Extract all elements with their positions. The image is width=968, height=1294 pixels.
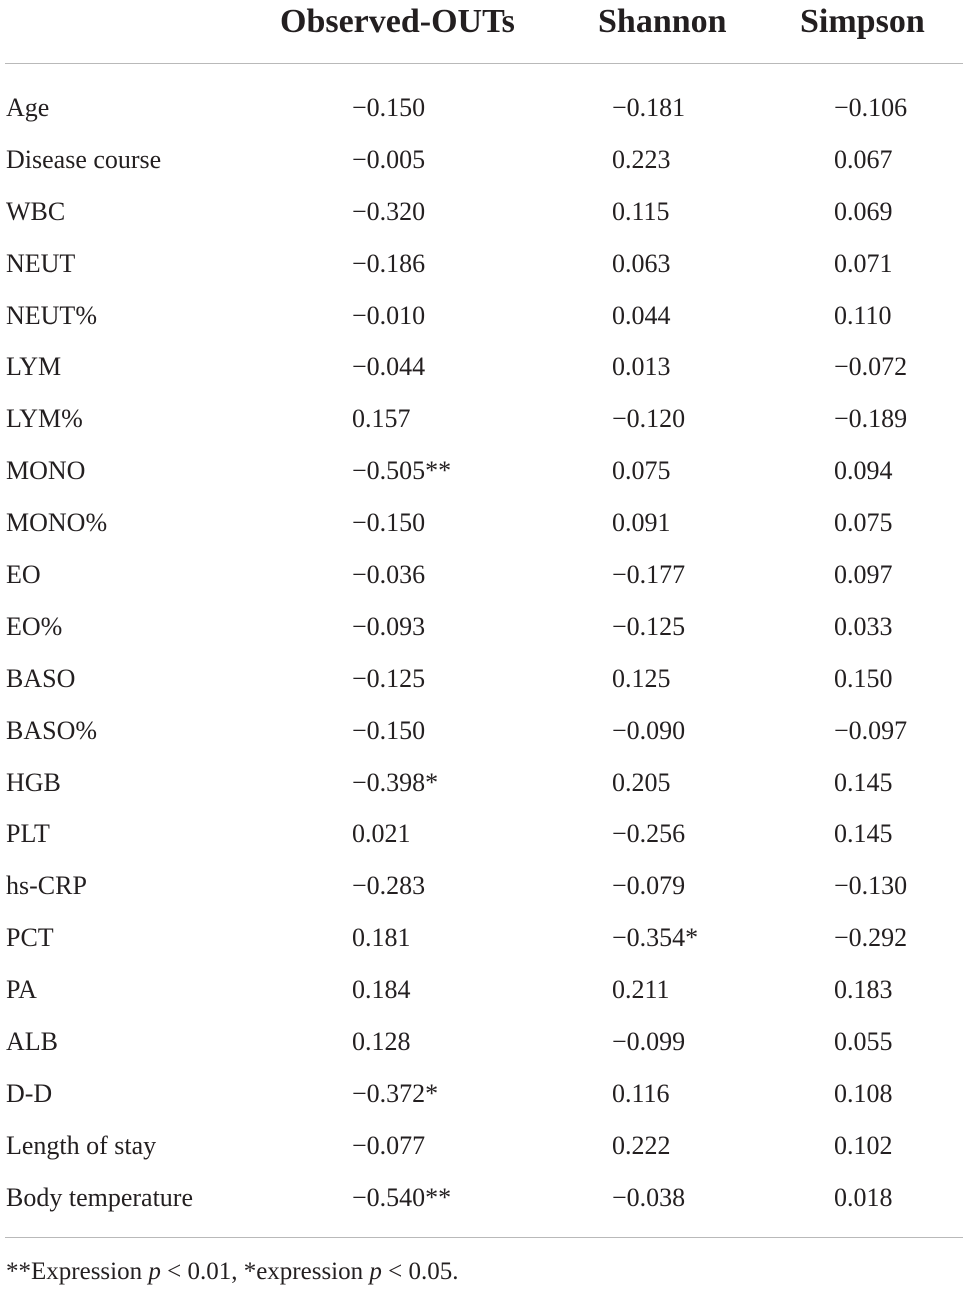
row-label: Disease course: [6, 144, 162, 174]
simpson-value: 0.018: [834, 1182, 893, 1212]
observed-value: −0.125: [352, 663, 426, 693]
simpson-value: −0.106: [834, 93, 908, 122]
shannon-value: 0.222: [612, 1130, 671, 1160]
simpson-value: 0.033: [834, 611, 893, 641]
observed-value: −0.093: [352, 611, 426, 641]
row-label: Length of stay: [6, 1130, 157, 1160]
table-row: [0, 1068, 968, 1120]
table-row: [0, 601, 968, 653]
table-row: [0, 82, 968, 134]
observed-value: 0.184: [352, 975, 411, 1005]
shannon-value: −0.354*: [612, 923, 699, 953]
footnote-p-symbol: p: [148, 1258, 161, 1285]
table-row: [0, 393, 968, 445]
table-row: [0, 238, 968, 290]
header-observed-outs: Observed-OUTs: [280, 3, 515, 40]
row-label: HGB: [6, 767, 61, 797]
row-label: MONO%: [6, 508, 108, 538]
observed-value: 0.181: [352, 923, 411, 953]
row-label: EO: [6, 560, 41, 590]
shannon-value: 0.044: [612, 300, 671, 330]
observed-value: −0.186: [352, 248, 426, 278]
simpson-value: 0.069: [834, 196, 893, 226]
observed-value: −0.150: [352, 93, 426, 122]
simpson-value: 0.075: [834, 508, 893, 538]
simpson-value: 0.102: [834, 1130, 893, 1160]
observed-value: −0.010: [352, 300, 426, 330]
simpson-value: 0.145: [834, 819, 893, 849]
shannon-value: −0.090: [612, 715, 686, 745]
row-label: LYM%: [6, 404, 83, 434]
header-simpson: Simpson: [800, 3, 925, 40]
footnote-p-symbol: p: [369, 1258, 382, 1285]
shannon-value: −0.177: [612, 560, 686, 590]
simpson-value: 0.097: [834, 560, 893, 590]
simpson-value: 0.110: [834, 300, 892, 330]
observed-value: −0.540**: [352, 1182, 452, 1212]
row-label: Body temperature: [6, 1182, 193, 1212]
simpson-value: −0.189: [834, 404, 908, 434]
simpson-value: 0.150: [834, 663, 893, 693]
table-body: [0, 82, 968, 1224]
table-row: [0, 1016, 968, 1068]
row-label: Age: [6, 93, 50, 122]
observed-value: −0.320: [352, 196, 426, 226]
shannon-value: 0.223: [612, 144, 671, 174]
table-row: [0, 134, 968, 186]
row-label: NEUT: [6, 248, 76, 278]
table-row: [0, 653, 968, 705]
observed-value: −0.283: [352, 871, 426, 901]
observed-value: −0.044: [352, 352, 426, 382]
simpson-value: 0.145: [834, 767, 893, 797]
header-divider: [5, 63, 963, 64]
row-label: BASO%: [6, 715, 98, 745]
shannon-value: 0.116: [612, 1078, 670, 1108]
simpson-value: 0.183: [834, 975, 893, 1005]
table-row: [0, 1172, 968, 1224]
observed-value: 0.157: [352, 404, 411, 434]
shannon-value: −0.181: [612, 93, 686, 122]
table-row: [0, 1120, 968, 1172]
table-row: [0, 445, 968, 497]
shannon-value: −0.099: [612, 1027, 686, 1057]
table-row: [0, 341, 968, 393]
table-row: [0, 964, 968, 1016]
row-label: EO%: [6, 611, 63, 641]
table-row: [0, 860, 968, 912]
table-row: [0, 290, 968, 342]
observed-value: −0.398*: [352, 767, 439, 797]
shannon-value: 0.075: [612, 456, 671, 486]
shannon-value: −0.120: [612, 404, 686, 434]
table-row: [0, 497, 968, 549]
table-row: [0, 808, 968, 860]
simpson-value: 0.071: [834, 248, 893, 278]
table-row: [0, 912, 968, 964]
shannon-value: −0.079: [612, 871, 686, 901]
simpson-value: −0.292: [834, 923, 908, 953]
observed-value: 0.021: [352, 819, 411, 849]
simpson-value: −0.130: [834, 871, 908, 901]
simpson-value: 0.055: [834, 1027, 893, 1057]
simpson-value: 0.108: [834, 1078, 893, 1108]
footer-divider: [5, 1237, 963, 1238]
shannon-value: 0.091: [612, 508, 671, 538]
table-row: [0, 549, 968, 601]
observed-value: −0.150: [352, 715, 426, 745]
row-label: PA: [6, 975, 37, 1005]
table-row: [0, 757, 968, 809]
shannon-value: 0.205: [612, 767, 671, 797]
observed-value: −0.077: [352, 1130, 426, 1160]
row-label: PLT: [6, 819, 50, 849]
observed-value: −0.005: [352, 144, 426, 174]
shannon-value: 0.211: [612, 975, 670, 1005]
shannon-value: 0.115: [612, 196, 670, 226]
table-footnote: [6, 1250, 459, 1294]
header-shannon: Shannon: [598, 3, 727, 40]
table-row: [0, 186, 968, 238]
simpson-value: 0.094: [834, 456, 893, 486]
row-label: BASO: [6, 663, 76, 693]
simpson-value: 0.067: [834, 144, 893, 174]
row-label: NEUT%: [6, 300, 97, 330]
observed-value: −0.505**: [352, 456, 452, 486]
shannon-value: −0.125: [612, 611, 686, 641]
row-label: PCT: [6, 923, 54, 953]
row-label: LYM: [6, 352, 62, 382]
observed-value: −0.150: [352, 508, 426, 538]
shannon-value: 0.125: [612, 663, 671, 693]
shannon-value: 0.063: [612, 248, 671, 278]
shannon-value: −0.038: [612, 1182, 686, 1212]
row-label: ALB: [6, 1027, 58, 1057]
simpson-value: −0.097: [834, 715, 908, 745]
footnote-text-3: < 0.05.: [381, 1258, 459, 1285]
observed-value: −0.036: [352, 560, 426, 590]
row-label: WBC: [6, 196, 66, 226]
row-label: D-D: [6, 1078, 53, 1108]
footnote-text-1: **Expression: [6, 1258, 149, 1285]
row-label: hs-CRP: [6, 871, 87, 901]
shannon-value: −0.256: [612, 819, 686, 849]
table-header: [0, 0, 968, 48]
footnote-text-2: < 0.01, *expression: [160, 1258, 370, 1285]
row-label: MONO: [6, 456, 86, 486]
table-row: [0, 705, 968, 757]
simpson-value: −0.072: [834, 352, 908, 382]
shannon-value: 0.013: [612, 352, 671, 382]
observed-value: 0.128: [352, 1027, 411, 1057]
observed-value: −0.372*: [352, 1078, 439, 1108]
